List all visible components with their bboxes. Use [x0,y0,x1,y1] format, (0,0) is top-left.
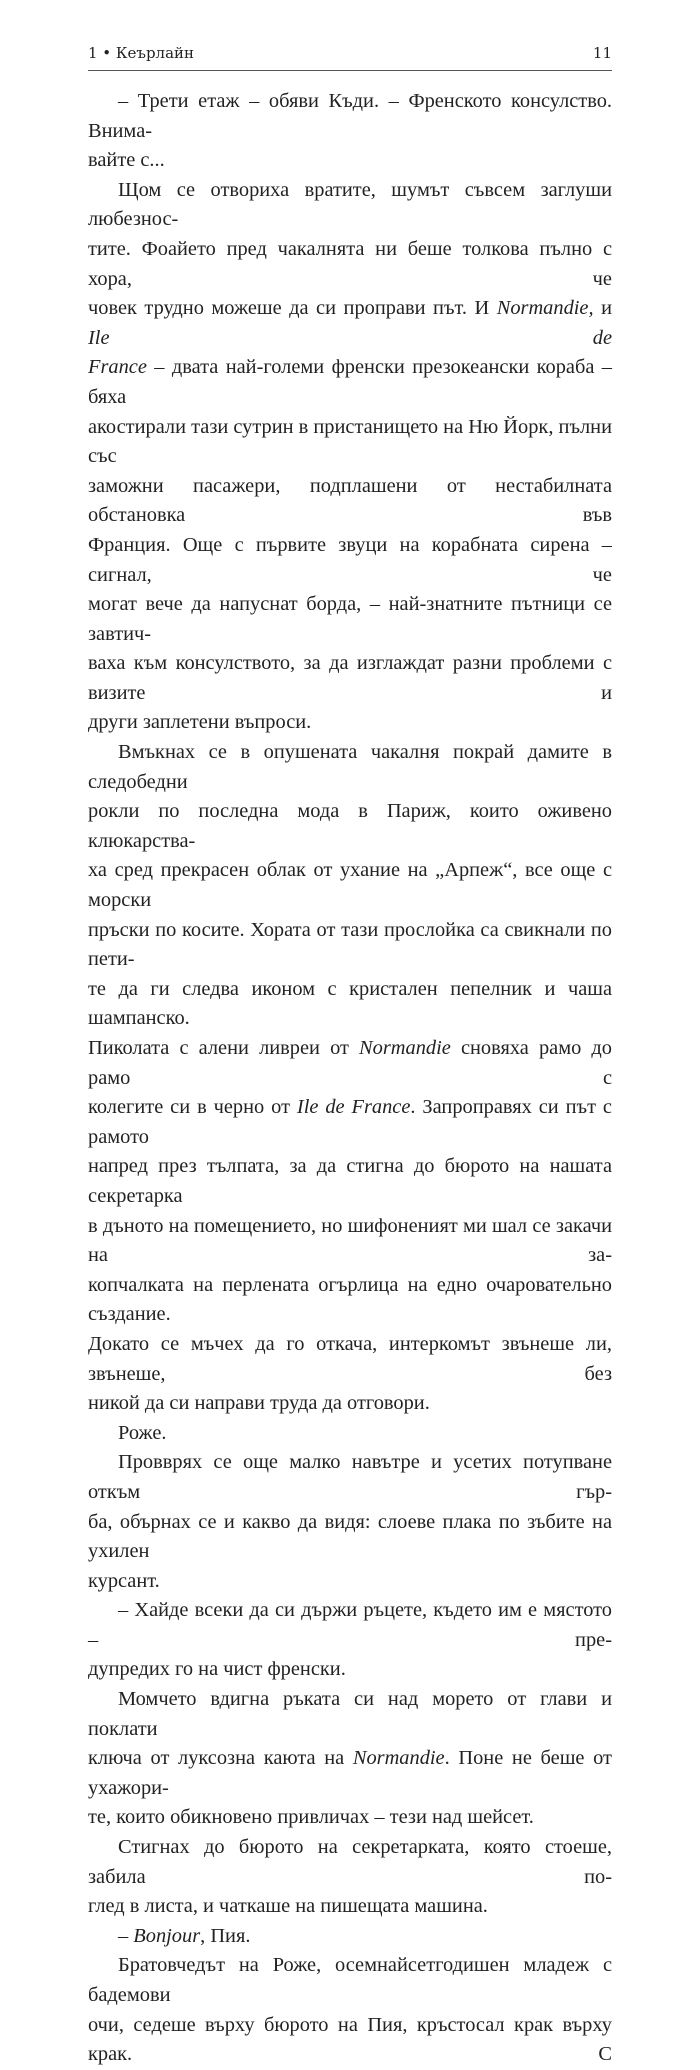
text-line: колегите си в черно от Ile de France. Запроправях си път с рамото [88,1096,612,1148]
text-line: – Трети етаж – обяви Къди. – Френското консулство. Внима- [88,90,612,142]
text-line: Франция. Още с първите звуци на корабната сирена – сигнал, че [88,533,612,586]
text-line: Щом се отвориха вратите, шумът съвсем заглуши любезнос- [88,178,612,231]
text-line: напред през тълпата, за да стигна до бюрото на нашата секретарка [88,1155,612,1207]
text-line: човек трудно можеше да си проправи път. И Normandie, и Ile de [88,297,612,349]
running-header [88,44,612,62]
text-line: вайте с... [88,149,165,172]
text-line: Стигнах до бюрото на секретарката, която стоеше, забила по- [88,1836,612,1888]
text-line: могат вече да напуснат борда, – най-знатните пътници се завтич- [88,593,612,645]
page-number: 11 [592,44,612,62]
body-text [88,87,612,2070]
chapter-header: 1 • Кеърлайн [88,44,195,62]
text-line: заможни пасажери, подплашени от нестабилната обстановка във [88,474,612,527]
text-line: очи, седеше върху бюрото на Пия, кръстосал крак върху крак. С [88,2013,612,2066]
header-rule [88,70,612,71]
text-line: пръски по косите. Хората от тази прослойка са свикнали по пети- [88,918,612,971]
text-line: ха сред прекрасен облак от ухание на „Арпеж“, все още с морски [88,859,612,912]
text-line: рокли по последна мода в Париж, които оживено клюкарства- [88,800,612,852]
text-line: глед в листа, и чаткаше на пишещата машина. [88,1895,488,1918]
text-line: Вмъкнах се в опушената чакалня покрай дамите в следобедни [88,741,612,793]
text-line: – Хайде всеки да си държи ръцете, където им е мястото – пре- [88,1599,612,1651]
text-line: тите. Фоайето пред чакалнята ни беше толкова пълно с хора, че [88,237,612,290]
text-line: те, които обикновено привличах – тези над шейсет. [88,1806,534,1829]
text-line: ба, обърнах се и какво да видя: слоеве плака по зъбите на ухилен [88,1510,612,1563]
text-line: France – двата най-големи френски презокеански кораба – бяха [88,356,612,408]
text-line: Момчето вдигна ръката си над морето от глави и поклати [88,1688,612,1740]
text-line: Провврях се още малко навътре и усетих потупване откъм гър- [88,1451,612,1503]
text-line: други заплетени въпроси. [88,711,312,734]
text-line: ваха към консулството, за да изглаждат разни проблеми с визите и [88,652,612,704]
text-line: ключа от луксозна каюта на Normandie. Поне не беше от ухажори- [88,1747,612,1799]
text-line: те да ги следва иконом с кристален пепелник и чаша шампанско. [88,977,612,1030]
text-line: Пиколата с алени ливреи от Normandie сновяха рамо до рамо с [88,1037,612,1089]
text-line: Докато се мъчех да го откача, интеркомът звънеше ли, звънеше, без [88,1332,612,1385]
text-line: в дъното на помещението, но шифоненият ми шал се закачи на за- [88,1214,612,1267]
text-line: никой да си направи труда да отговори. [88,1392,430,1415]
text-line: копчалката на перлената огърлица на едно очаровательно създание. [88,1273,612,1326]
text-line: Роже. [118,1421,167,1444]
text-line: курсант. [88,1569,160,1592]
text-line: – Bonjour, Пия. [118,1924,251,1947]
text-line: Братовчедът на Роже, осемнайсетгодишен младеж с бадемови [88,1954,612,2006]
text-line: акостирали тази сутрин в пристанището на Ню Йорк, пълни със [88,415,612,468]
text-line: дупредих го на чист френски. [88,1658,346,1681]
